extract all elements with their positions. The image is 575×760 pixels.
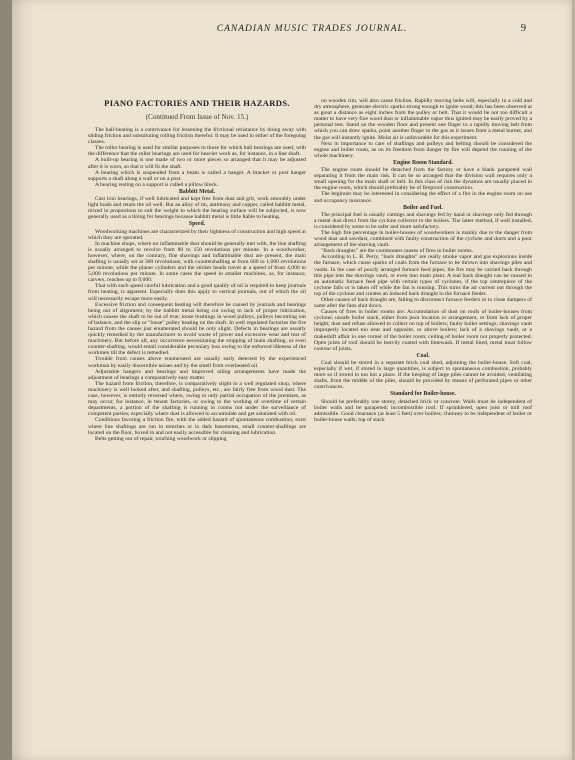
paragraph: The hazard from friction, therefore, is comparatively slight in a well regulated shop, where machinery is well looked after, and shafting, pulleys, etc., are fairly free from wood dust. The case, however, is entirely reversed where, owing to only partial occupation of the premises, as may occur, for instance, in tenant factories, or owing to the working of overtime of certain departments, a portion of the shafting is running in rooms not under the surveillance of competent parties; especially where dust is allowed to accumulate and get saturated with oil.: [88, 380, 306, 418]
binding-edge: [0, 0, 12, 760]
paragraph: The beginner may be interested in considering the effect of a fire in the engine room on use and occupancy insurance.: [314, 191, 532, 204]
running-header: [72, 24, 552, 38]
paragraph: A built-up bearing is one made of two or more pieces so arranged that it may be adjusted after it is worn, so that it will fit the shaft.: [88, 157, 306, 170]
paragraph: The high fire percentage in boiler-houses of woodworkers is mainly due to the danger from wood dust and sawdust, combined with faulty construction of the cyclone and ducts and a poor arrangement of the shaving vault.: [314, 229, 532, 249]
paragraph: Cast iron bearings, if well lubricated and kept free from dust and grit, work smoothly under light loads and retain the oil well. But an alloy of tin, antimony and copper, called babbitt metal, mixed in proportions to suit the weight to which the bearing surface will be subjected, is now generally used as a lining for bearings because babbitt metal is little liable to heating.: [88, 196, 306, 221]
paragraph: The engine room should be detached from the factory or have a blank parapeted wall separating it from the main risk. It can be so arranged that the division wall requires only a small opening for the main shaft or belt. In this class of risk the dynamos are usually placed in the engine room, which should preferably be of fireproof construction.: [314, 167, 532, 192]
paragraph: Next in importance to care of shaftings and pulleys and belting should be considered the engine and boiler room, as on its freedom from danger by fire will depend the running of the whole machinery.: [314, 140, 532, 159]
paragraph: "Back draughts" are the commonest causes of fires in boiler rooms.: [321, 248, 474, 255]
paragraph: The principal fuel is usually cuttings and shavings fed by hand or shavings only fed through a metal dust direct from the cyclone collector to the boilers. The latter method, if well installed, is considered by some to be safer and more satisfactory.: [314, 211, 532, 230]
journal-page: [12, 0, 572, 760]
section-heading: Engine Room Standard.: [393, 159, 453, 166]
paragraph: Adjustable hangers and bearings and improved oiling arrangements have made the adjustment of bearings a comparatively easy matter.: [88, 368, 306, 381]
paragraph: on wooden rim, will also cause friction. Rapidly moving belts will, especially in a cold and dry atmosphere, generate electric sparks strong enough to ignite wood; this has been observed at as great a distance as eight inches from the pulley or belt. That it would be not too difficult a matter to have very fine wood dust or inflammable vapor thus ignited may be easily proved by a personal test. Stand on the wooden floor and present one finger to a rapidly moving belt from which you can draw sparks, point another finger to the gas as it issues from a metal burner, and the gas will instantly ignite. Moist air is unfavorable for this experiment.: [314, 98, 532, 141]
section-heading: Boiler and Fuel.: [403, 204, 443, 211]
section-heading: Standard for Boiler-house.: [390, 391, 456, 398]
article-subtitle: (Continued From Issue of Nov. 15.): [145, 113, 249, 121]
page-number: 9: [520, 23, 526, 34]
section-heading: Babbitt Metal.: [178, 188, 216, 195]
section-heading: Speed.: [188, 221, 206, 228]
right-column: [314, 98, 532, 423]
paragraph: The roller bearing is used for similar purposes to those for which ball bearings are used, with the difference that the roller bearings are used for heavier work as, for instance, in a line shaft.: [88, 145, 306, 158]
paragraph: Causes of fires in boiler rooms are: Accumulation of dust on roofs of boiler-houses from cyclone; unsafe boiler stack, either from poor location or arrangement, or from lack of proper height; dust and refuse allowed to collect on top of boilers; faulty boiler settings; shavings vault improperly located too near and opposite, or above boilers; lack of a shavings vault, or a makeshift affair in one corner of the boiler room; ceiling of boiler room not properly protected. Open joists of roof should be heavily coated with limewash. If metal lined, metal must follow contour of joists.: [314, 309, 532, 352]
paragraph: According to L. B. Perry, "back draughts" are really smoke vapor and gas explosions inside the furnace, which cause sparks of coals from the furnace to be thrown into shavings piles and vaults. In the case of poorly arranged furnace feed pipes, the fire may be carried back through this pipe into the shavings vault, or even into main plant. A real back draught can be caused in an automatic furnace feed pipe with certain types of cyclones, if the top centrepiece of the cyclone falls or is taken off while the fan is running. This turns the air current out through the top of the cyclone and creates an induced back draught in the furnace feeder.: [314, 254, 532, 297]
paragraph: Conditions favoring a friction fire, with the added hazard of spontaneous combustion, exist where line shaftings are run in trenches or in dark basements, small counter-shaftings are located on the floor, boxed in and not easily accessible for cleaning and lubrication.: [88, 417, 306, 436]
left-column: [88, 127, 306, 442]
paragraph: Other causes of back draught are, failing to disconnect furnace feeders or to close dampers of same after the fans shut down.: [314, 297, 532, 310]
article-title: PIANO FACTORIES AND THEIR HAZARDS.: [104, 98, 290, 108]
paragraph: A bearing resting on a support is called a pillow block.: [95, 181, 219, 188]
paragraph: Belts getting out of repair, touching woodwork or slipping: [95, 435, 227, 442]
section-heading: Coal.: [416, 352, 430, 359]
paragraph: In machine shops, where no inflammable dust should be generally met with, the line shafting is usually arranged to revolve from 80 to 150 revolutions per minute. In a woodworker, however, where, on the contrary, fine shavings and inflammable dust are present, the main shafting is usually set at 300 revolutions, with countershafting at from 600 to 1,000 revolutions per minute, while the planer cylinders and the sticker heads travel at a speed of from 4,000 to 5,000 revolutions per minute. In some cases the speed in smaller machines, as, for instance, carvers, reaches up to 9,000.: [88, 240, 306, 284]
running-title: CANADIAN MUSIC TRADES JOURNAL.: [216, 24, 408, 34]
paragraph: Trouble from causes above enumerated are usually early detected by the experienced workman by easily discernible noises and by the smell from overheated oil.: [88, 356, 306, 369]
paragraph: Excessive friction and consequent heating will therefore be caused by journals and bearings being out of alignment; by the babbitt metal being cut owing to lack of proper lubrication, which causes the shaft to be out of true; loose bushings in wood pulleys, pulleys becoming out of balance, and the slip or "loose" pulley heating on the shaft. In well regulated factories the fire hazard from the causes just enumerated should be only slight. Defects in bearings are usually quickly remedied by the manufacturer to avoid waste of power and excessive wear and tear of machinery. But before all, any occurrence necessitating the stopping of main shafting, or even counter-shafting, would entail considerable pecuniary loss owing to the enforced idleness of the workmen till the defect is remedied.: [88, 301, 306, 357]
paragraph: That with such speed careful lubrication and a good quality of oil is required to keep journals from heating, is apparent. Especially does this apply to vertical journals, out of which the oil will necessarily escape more easily.: [88, 283, 306, 302]
paragraph: Coal should be stored in a separate brick coal shed, adjoining the boiler-house. Soft coal, especially if wet, if stored in large quantities, is subject to spontaneous combustion, probably more so if stored in too hot a place. If the keeping of large piles cannot be avoided, ventilating shafts, from the middle of the piles, should be provided by means of perforated pipes or other contrivances.: [314, 359, 532, 391]
paragraph: Woodworking machines are characterized by their lightness of construction and high speed at which they are operated.: [88, 228, 306, 241]
paragraph: The ball-bearing is a contrivance for lessening the frictional resistance by doing away with sliding friction and substituting rolling friction therefor. It may be used in either of the foregoing classes.: [88, 127, 306, 146]
paragraph: A bearing which is suspended from a beam is called a hanger. A bracket or post hanger supports a shaft along a wall or on a post.: [88, 169, 306, 182]
paragraph: Should be preferably one storey, detached brick or concrete. Walls must be independent of boiler walls and be parapeted; incombustible roof. If sprinklered, open joist or mill roof admissible. Good clearance (at least 5 feet) over boilers; chimney to be independent of boiler or boiler-house walls; top of stack: [314, 398, 532, 423]
